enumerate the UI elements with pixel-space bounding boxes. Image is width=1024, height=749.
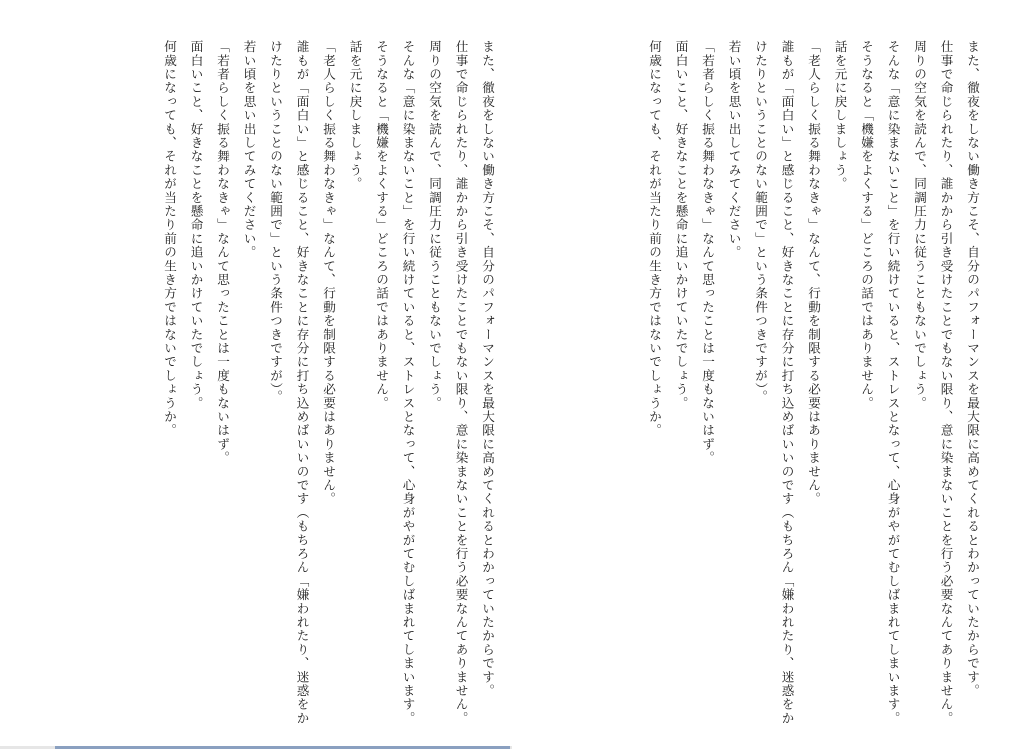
paragraph: 何歳になっても、それが当たり前の生き方ではないでしょうか。 bbox=[162, 40, 177, 438]
paragraph: また、徹夜をしない働き方こそ、自分のパフォーマンスを最大限に高めてくれるとわかっていたからです。 bbox=[965, 40, 980, 698]
paragraph: 仕事で命じられたり、誰かから引き受けたことでもない限り、意に染まないことを行う必要なんてありません。 bbox=[938, 40, 954, 725]
paragraph: 何歳になっても、それが当たり前の生き方ではないでしょうか。 bbox=[647, 40, 662, 438]
paragraph: 仕事で命じられたり、誰かから引き受けたことでもない限り、意に染まないことを行う必要なんてありません。 bbox=[453, 40, 469, 725]
paragraph: 面白いこと、好きなことを懸命に追いかけていたでしょう。 bbox=[673, 40, 689, 410]
right-page-text bbox=[641, 40, 986, 730]
paragraph: 誰もが「面白い」と感じること、好きなことに存分に打ち込めばいいのです（もちろん「嫌われたり、迷惑をかけたりということのない範囲で」という条件つきですが）。 bbox=[268, 40, 310, 725]
paragraph: 若い頃を思い出してみてください。 bbox=[241, 40, 257, 260]
paragraph: 面白いこと、好きなことを懸命に追いかけていたでしょう。 bbox=[188, 40, 204, 410]
paragraph: 「老人らしく振る舞わなきゃ」なんて、行動を制限する必要はありません。 bbox=[806, 40, 821, 506]
paragraph: 話を元に戻しましょう。 bbox=[832, 40, 848, 191]
paragraph: 「若者らしく振る舞わなきゃ」なんて思ったことは一度もないはず。 bbox=[215, 40, 230, 465]
paragraph: 誰もが「面白い」と感じること、好きなことに存分に打ち込めばいいのです（もちろん「嫌われたり、迷惑をかけたりということのない範囲で」という条件つきですが）。 bbox=[753, 40, 795, 725]
right-page bbox=[520, 40, 985, 730]
paragraph: そんな「意に染まないこと」を行い続けていると、ストレスとなって、心身がやがてむしばまれてしまいます。 bbox=[885, 40, 901, 725]
left-page bbox=[50, 40, 500, 730]
paragraph: 周りの空気を読んで、同調圧力に従うこともないでしょう。 bbox=[912, 40, 927, 410]
paragraph: 若い頃を思い出してみてください。 bbox=[726, 40, 742, 260]
paragraph: そんな「意に染まないこと」を行い続けていると、ストレスとなって、心身がやがてむしばまれてしまいます。 bbox=[400, 40, 416, 725]
left-page-text bbox=[156, 40, 501, 730]
paragraph: そうなると「機嫌をよくする」どころの話ではありません。 bbox=[374, 40, 389, 410]
paragraph: また、徹夜をしない働き方こそ、自分のパフォーマンスを最大限に高めてくれるとわかっていたからです。 bbox=[480, 40, 495, 698]
page-gutter bbox=[510, 0, 511, 749]
paragraph: 「老人らしく振る舞わなきゃ」なんて、行動を制限する必要はありません。 bbox=[321, 40, 336, 506]
paragraph: そうなると「機嫌をよくする」どころの話ではありません。 bbox=[859, 40, 874, 410]
paragraph: 話を元に戻しましょう。 bbox=[347, 40, 363, 191]
paragraph: 「若者らしく振る舞わなきゃ」なんて思ったことは一度もないはず。 bbox=[700, 40, 715, 465]
paragraph: 周りの空気を読んで、同調圧力に従うこともないでしょう。 bbox=[427, 40, 442, 410]
